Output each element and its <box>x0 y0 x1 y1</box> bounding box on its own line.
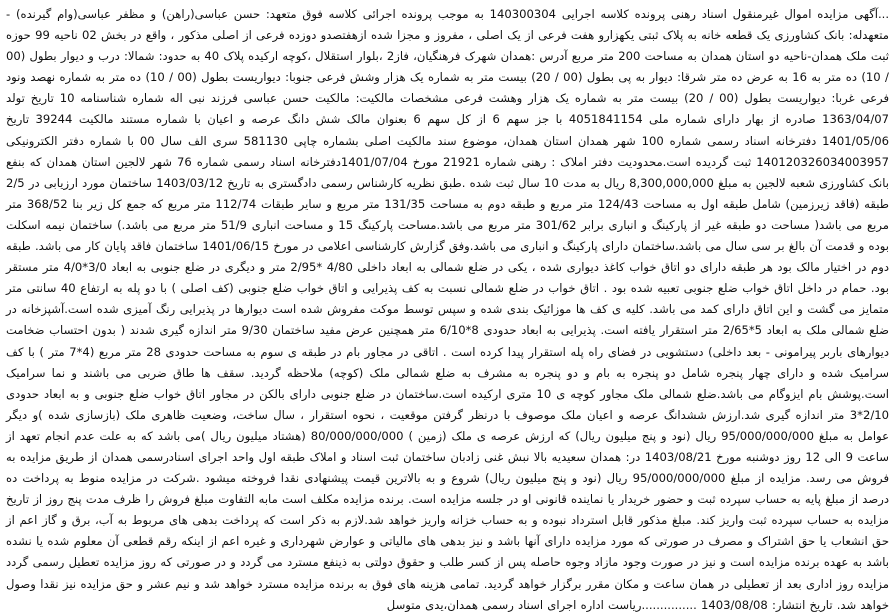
notice-body: ...آگهی مزایده اموال غیرمنقول اسناد رهنی پرونده کلاسه اجرایی 140300304 به موجب پرونده اجرائی کلاسه فوق متعهد: حسن عباسی(راهن) و مظفر عباسی(وام گیرنده) - متعهدله: بانک کشاورزی یک قطعه خانه به پلاک ثبتی یکهزارو هفت فرعی از یک اصلی ، مفروز و مجزا شده ازهفتصدو دوزده فرعی از اصلی مذکور ، واقع در بخش 02 ناحیه 99 حوزه ثبت ملک همدان-ناحیه دو استان همدان به مساحت 200 متر مربع آدرس :همدان شهرک فرهنگیان، فاز2 ،بلوار استقلال ،کوچه ارکیده پلاک 40 به حدود: شمالا: درب و دیوار بطول (00 / 10) ده متر به 16 به عرض ده متر شرقا: دیوار به پی بطول (00 / 20) بیست متر به شماره یک هزار وشش فرعی جنوبا: دیواریست بطول (00 / 10) ده متر به شماره نهصد ونود فرعی غربا: دیواریست بطول (00 / 20) بیست متر به شماره یک هزار وهشت فرعی مشخصات مالکیت: مالکیت حسن عباسی فرزند نبی اله شماره شناسنامه 10 تاریخ تولد 1363/04/07 صادره از بهار دارای شماره ملی 4051841154 با جز سهم 6 از کل سهم 6 بعنوان مالک شش دانگ عرصه و اعیان با شماره مستند مالکیت 39244 تاریخ 1401/05/06 دفترخانه اسناد رسمی شماره 100 شهر همدان استان همدان، موضوع سند مالکیت اصلی بشماره چاپی 581130 سری الف سال 00 با شماره دفتر الکترونیکی 140120326034003957 ثبت گردیده است.محدودیت دفتر املاک : رهنی شماره 21921 مورخ 1401/07/04دفترخانه اسناد رسمی شماره 76 شهر لالجین استان همدان که بنفع بانک کشاورزی شعبه لالجین به مبلغ 8,300,000,000 ریال به مدت 10 سال ثبت شده .طبق نظریه کارشناس رسمی دادگستری به تاریخ 1403/03/12 ساختمان مورد ارزیابی در 2/5 طبقه (فاقد زیرزمین) شامل طبقه اول به مساحت 124/43 متر مربع و طبقه دوم به مساحت 131/35 متر مربع و سایر طبقات 112/74 متر مربع که جمع کل زیر بنا 368/52 متر مربع می باشد( مساحت دو طبقه غیر از پارکینگ و انباری برابر 301/62 متر مربع می باشد.مساحت پارکینگ 15 و مساحت انباری 51/9 متر مربع می باشد.) ساختمان نیمه اسکلت بوده و قدمت آن بالغ بر سی سال می باشد.ساختمان دارای پارکینگ و انباری می باشد.وفق گزارش کارشناسی اعلامی در مورخ 1401/06/15 ساختمان فاقد پایان کار می باشد. طبقه دوم در اختیار مالک بود هر طبقه دارای دو اتاق خواب کاغذ دیواری شده ، یکی در ضلع شمالی به ابعاد داخلی 4/80 *2/95 متر و دیگری در ضلع جنوبی به ابعاد 3/0*4/0 متر مستقر بود. حمام در داخل اتاق خواب ضلع جنوبی تعبیه شده بود . اتاق خواب در ضلع شمالی نسبت به کف پذیرایی و اتاق خواب ضلع جنوبی (کف اصلی ) با دو پله به ارتفاع 40 سانتی متر متمایز می گشت و این اتاق دارای کمد می باشد. کلیه ی کف ها موزائیک بندی شده و سپس توسط موکت مفروش شده است دیوارها در پذیرایی رنگ آمیزی شده است.آشپزخانه در ضلع شمالی ملک به ابعاد 5*2/65 متر استقرار یافته است. پذیرایی به ابعاد حدودی 8*6/10 متر همچنین عرض مفید ساختمان 9/30 متر اندازه گیری شدند ( بدون احتساب ضخامت دیوارهای باربر پیرامونی - بعد داخلی) دستشویی در فضای راه پله استقرار پیدا کرده است . اتاقی در مجاور بام در طبقه ی سوم به مساحت حدودی 28 متر مربع (4*7 متر ) با کف سرامیک شده و دارای چهار پنجره شامل دو پنجره به بام و دو پنجره به مشرف به ضلع شمالی ملک (کوچه) ملاحظه گردید. سقف ها طاق ضربی می باشند و نما سرامیک است.پوشش بام ایزوگام می باشد.ضلع شمالی ملک مجاور کوچه ی 10 متری ارکیده است.ساختمان در ضلع جنوبی دارای بالکن در مجاور اتاق خواب ضلع جنوبی و به ابعاد حدودی 2/10*3 متر اندازه گیری شد.ارزش ششدانگ عرصه و اعیان ملک موصوف با درنظر گرفتن موقعیت ، نحوه استقرار ، سال ساخت، وضعیت ظاهری ملک (بازسازی شده )و دیگر عوامل به مبلغ 95/000/000/000 ریال (نود و پنج میلیون ریال) که ارزش عرصه ی ملک (زمین ) 80/000/000/000 (هشتاد میلیون ریال )می باشد که به علت عدم انجام تعهد از ساعت 9 الی 12 روز دوشنبه مورخ 1403/08/21 در: همدان سعیدیه بالا نبش غنی زادبان ساختمان ثبت اسناد و املاک طبقه اول واحد اجرای اسنادرسمی همدان از طریق مزایده به فروش می رسد. مزایده از مبلغ 95/000/000/000 ریال (نود و پنج میلیون ریال) شروع و به بالاترین قیمت پیشنهادی نقدا فروخته میشود .شرکت در مزایده منوط به پرداخت ده درصد از مبلغ پایه به حساب سپرده ثبت و حضور خریدار یا نماینده قانونی او در جلسه مزایده است. برنده مزایده مکلف است مابه التفاوت مبلغ فروش را ظرف مدت پنج روز از تاریخ مزایده به حساب سپرده ثبت واریز کند. مبلغ مذکور قابل استرداد نبوده و به حساب خزانه واریز خواهد شد.لازم به ذکر است که پرداخت بدهی های مربوط به آب، برق و گاز اعم از حق انشعاب یا حق اشتراک و مصرف در صورتی که مورد مزایده دارای آنها باشد و نیز بدهی های مالیاتی و عوارض شهرداری و غیره اعم از اینکه رقم قطعی آن معلوم شده یا نشده باشد به عهده برنده مزایده است و نیز در صورت وجود مازاد وجوه حاصله پس از کسر طلب و حقوق دولتی به ذینفع مسترد می گردد و در صورتی که روز مزایده تعطیل رسمی گردد مزایده روز اداری بعد از تعطیلی در همان ساعت و مکان مقرر برگزار خواهد گردید. تمامی هزینه های فوق به برنده مزایده مسترد خواهد شد و نیم عشر و حق مزایده نیز نقدا وصول خواهد شد. تاریخ انتشار: 1403/08/08 ...............ریاست اداره اجرای اسناد رسمی همدان،یدی متوسل <box>6 7 890 612</box>
